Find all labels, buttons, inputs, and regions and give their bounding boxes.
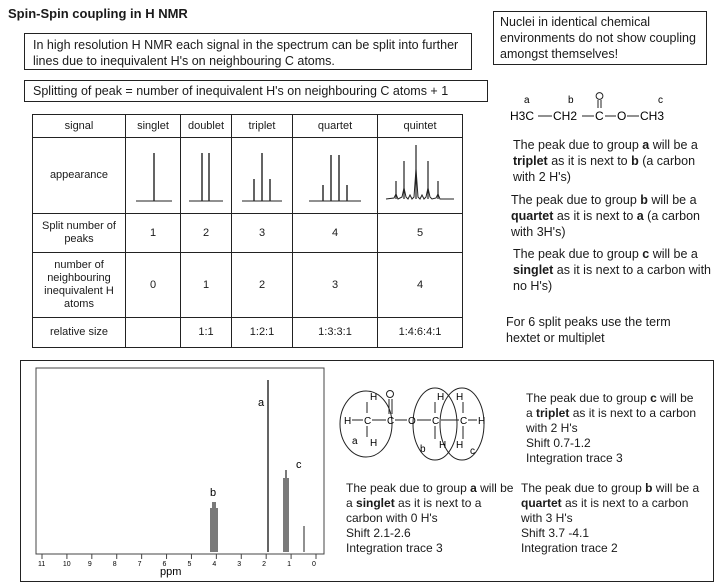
cell-value: 5 [378, 214, 463, 253]
x-tick-label: 6 [162, 561, 167, 568]
text: will be a [346, 481, 514, 510]
trace-text: Integration trace 3 [526, 451, 623, 465]
table-row [33, 318, 463, 348]
text: a [470, 481, 477, 495]
text: b [631, 154, 639, 168]
cell-value: 4 [378, 253, 463, 318]
atom-h: H [370, 392, 378, 403]
singlet-drawing [126, 138, 181, 214]
text: a [642, 138, 650, 152]
peak-label-a: a [258, 397, 265, 409]
explanation-b [511, 192, 711, 240]
x-tick-label: 8 [112, 561, 117, 568]
group-h3c [510, 109, 534, 123]
shift-text: Shift 2.1-2.6 [346, 526, 411, 540]
label-b: b [568, 95, 574, 106]
col-triplet: triplet [232, 115, 293, 138]
text: quartet [511, 209, 554, 223]
peak-label-b: b [210, 487, 217, 499]
group-carbonyl-c: C [595, 109, 604, 123]
text: as it is next to a carbon with no H's) [513, 263, 712, 293]
x-tick-label: 10 [62, 561, 71, 568]
row-header-appearance: appearance [33, 138, 126, 214]
text: as it is next to a carbon with 3 H's [521, 496, 689, 525]
hextet-note: For 6 split peaks use the term hextet or multiplet [506, 315, 671, 345]
group-ch3: CH3 [640, 109, 665, 123]
text: b [640, 193, 648, 207]
shift-text: Shift 0.7-1.2 [526, 436, 591, 450]
intro-text: In high resolution H NMR each signal in the spectrum can be split into further lines due to inequivalent H's on neighbouring C atoms. [33, 38, 459, 68]
x-tick-label: 5 [187, 561, 192, 568]
text: The peak due to group [513, 138, 643, 152]
atom-h: H [344, 416, 352, 427]
text: c [642, 247, 650, 261]
cell-value: 1:1 [181, 318, 232, 348]
x-axis-ticks [42, 554, 316, 559]
diagram-label-c: c [470, 446, 475, 457]
group-ch2: CH2 [553, 109, 578, 123]
nmr-spectrum [30, 366, 330, 580]
row-header-neighbours: number of neighbouring inequivalent H atoms [33, 253, 126, 318]
diagram-label-a: a [352, 436, 358, 447]
text: quartet [521, 496, 562, 510]
text: The peak due to group [513, 247, 643, 261]
atom-c: C [432, 416, 440, 427]
doublet-drawing [181, 138, 232, 214]
x-tick-label: 3 [237, 561, 242, 568]
trace-text: Integration trace 2 [521, 541, 618, 555]
cell-value: 2 [181, 214, 232, 253]
lower-explanation-a [346, 481, 516, 556]
text: as it is next to a carbon with 0 H's [346, 496, 482, 525]
table-row [33, 214, 463, 253]
rule-text: Splitting of peak = number of inequivalent H's on neighbouring C atoms + 1 [33, 84, 449, 98]
atom-h: H [370, 438, 378, 449]
text: (a carbon with 2 H's) [513, 154, 696, 184]
trace-text: Integration trace 3 [346, 541, 443, 555]
x-tick-label: 2 [262, 561, 267, 568]
col-quartet: quartet [293, 115, 378, 138]
text: The peak due to group [346, 481, 471, 495]
structure-diagram [338, 384, 498, 466]
text: triplet [513, 154, 548, 168]
cell-value: 4 [293, 214, 378, 253]
atom-h: H [456, 440, 464, 451]
row-header-signal: signal [33, 115, 126, 138]
text: as it is next to a carbon with 2 H's [526, 406, 697, 435]
page-title: Spin-Spin coupling in H NMR [8, 6, 188, 21]
rule-box [24, 80, 488, 102]
x-tick-label: 9 [87, 561, 92, 568]
cell-value [126, 318, 181, 348]
col-singlet: singlet [126, 115, 181, 138]
quintet-peak-icon [380, 139, 460, 209]
atom-h: H [439, 440, 447, 451]
text: will be a [647, 193, 697, 207]
col-doublet: doublet [181, 115, 232, 138]
row-header-split-number: Split number of peaks [33, 214, 126, 253]
text: singlet [356, 496, 395, 510]
lower-explanation-c [526, 391, 702, 466]
text: as it is next to [553, 209, 637, 223]
table-row [33, 115, 463, 138]
col-quintet: quintet [378, 115, 463, 138]
group-h3c-text: H3C [510, 109, 535, 123]
molecule-structure [508, 92, 708, 128]
quintet-drawing [378, 138, 463, 214]
cell-value: 1:3:3:1 [293, 318, 378, 348]
x-tick-label: 0 [312, 561, 316, 568]
atom-h: H [478, 416, 486, 427]
shift-text: Shift 3.7 -4.1 [521, 526, 590, 540]
cell-value: 1:4:6:4:1 [378, 318, 463, 348]
cell-value: 1:2:1 [232, 318, 293, 348]
text: c [650, 391, 657, 405]
atom-o: O [408, 416, 416, 427]
note-text: Nuclei in identical chemical environments do not show coupling amongst themselves! [500, 15, 696, 61]
row-header-relative-size: relative size [33, 318, 126, 348]
x-axis-label: ppm [160, 566, 182, 578]
x-tick-label: 7 [137, 561, 142, 568]
cell-value: 1 [181, 253, 232, 318]
text: singlet [513, 263, 554, 277]
text: b [645, 481, 653, 495]
text: triplet [536, 406, 570, 420]
text: will be a [652, 481, 700, 495]
cell-value: 0 [126, 253, 181, 318]
label-a: a [524, 95, 530, 106]
peak-label-c: c [296, 459, 302, 471]
atom-h: H [437, 392, 445, 403]
cell-value: 1 [126, 214, 181, 253]
triplet-peak-icon [234, 139, 290, 209]
explanation-c [513, 246, 711, 294]
text: The peak due to group [526, 391, 651, 405]
text: (a carbon with 3H's) [511, 209, 700, 239]
singlet-peak-icon [128, 139, 178, 209]
cell-value: 2 [232, 253, 293, 318]
doublet-peak-icon [183, 139, 229, 209]
table-row [33, 138, 463, 214]
text: The peak due to group [511, 193, 641, 207]
label-c: c [658, 95, 663, 106]
intro-box [24, 33, 472, 70]
atom-h: H [456, 392, 464, 403]
text: a [636, 209, 644, 223]
x-tick-label: 1 [287, 561, 291, 568]
text: as it is next to [547, 154, 632, 168]
diagram-label-b: b [420, 444, 426, 455]
text: will be a [649, 138, 698, 152]
group-o: O [617, 109, 627, 123]
quartet-peak-icon [295, 139, 375, 209]
atom-c: C [460, 416, 468, 427]
text: The peak due to group [521, 481, 646, 495]
quartet-drawing [293, 138, 378, 214]
atom-c: C [364, 416, 372, 427]
table-row [33, 253, 463, 318]
splitting-table [32, 114, 463, 348]
note-box [493, 11, 707, 65]
triplet-drawing [232, 138, 293, 214]
explanation-a [513, 137, 709, 185]
cell-value: 3 [232, 214, 293, 253]
text: will be a [649, 247, 698, 261]
lower-explanation-b [521, 481, 701, 556]
x-tick-label: 4 [212, 561, 217, 568]
atom-c: C [387, 416, 395, 427]
x-tick-label: 11 [38, 561, 46, 568]
cell-value: 3 [293, 253, 378, 318]
text: will be a [526, 391, 694, 420]
